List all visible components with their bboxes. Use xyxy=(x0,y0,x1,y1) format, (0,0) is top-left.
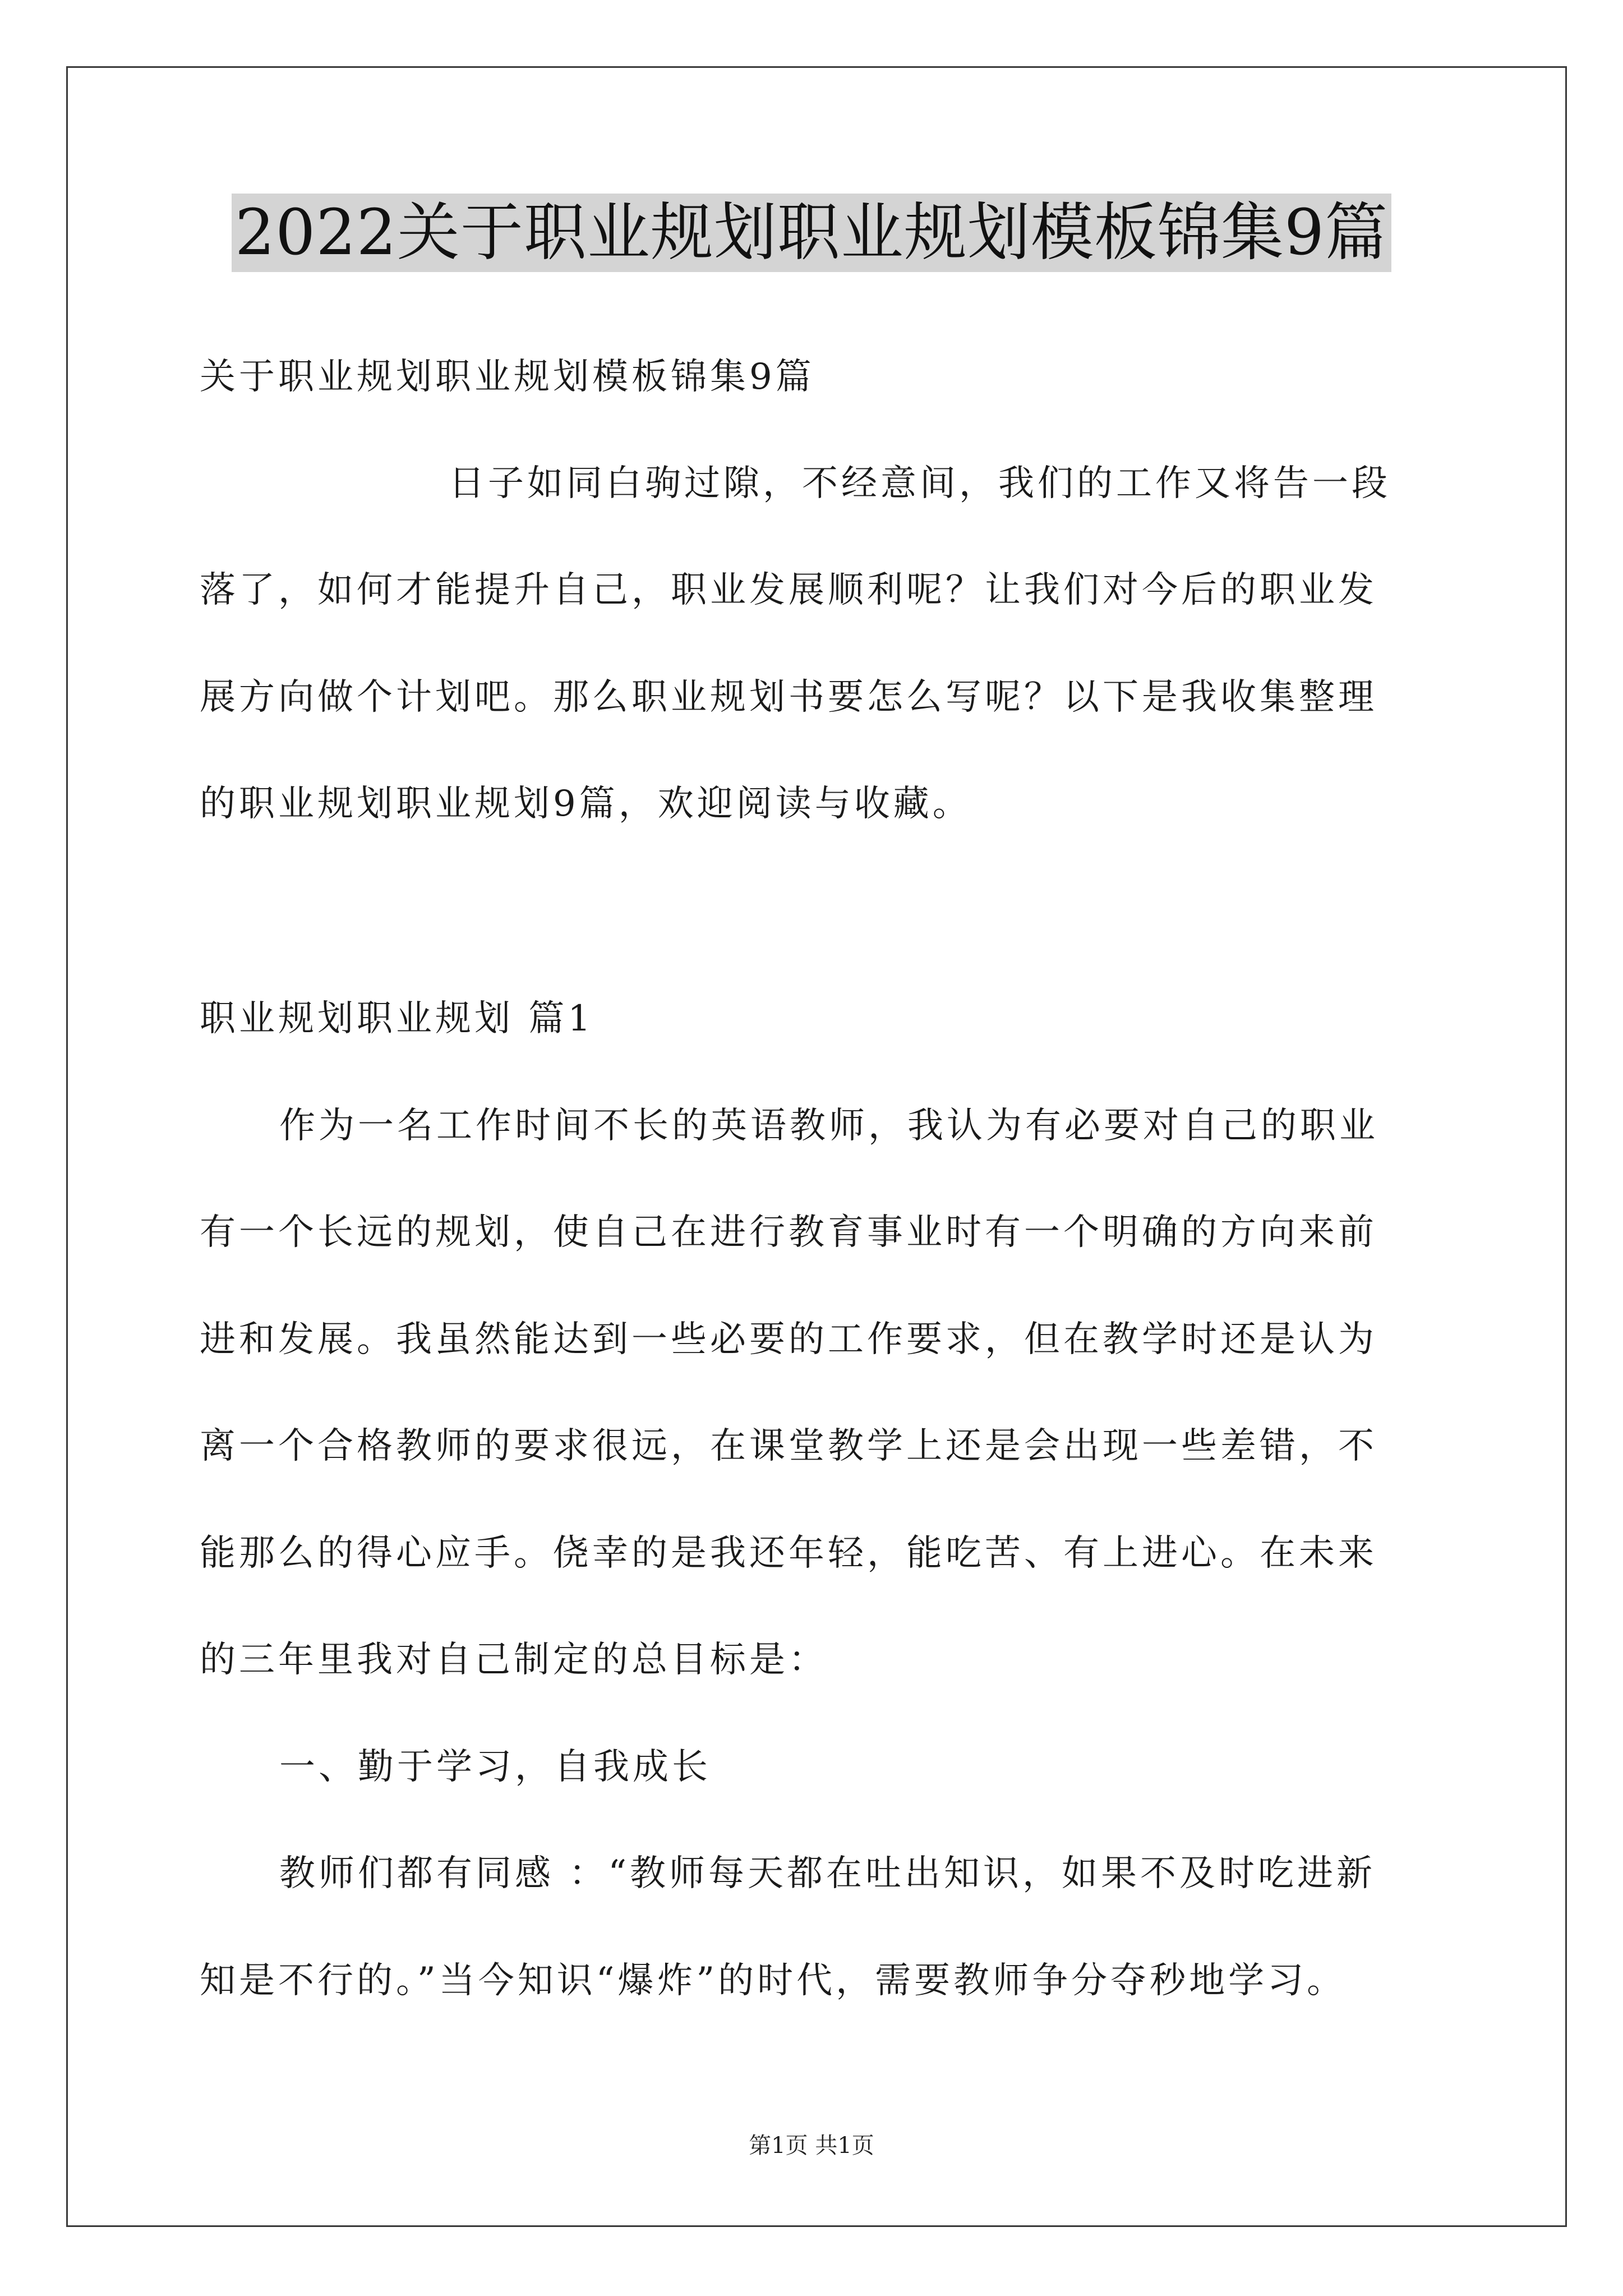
page-footer: 第1页 共1页 xyxy=(749,2133,874,2159)
para2-line-2: 知是不行的。”当今知识“爆炸”的时代，需要教师争分夺秒地学习。 xyxy=(200,1960,1347,2001)
para1-line-3: 进和发展。我虽然能达到一些必要的工作要求，但在教学时还是认为 xyxy=(200,1319,1377,1360)
para1-line-4: 离一个合格教师的要求很远，在课堂教学上还是会出现一些差错，不 xyxy=(200,1425,1377,1467)
document-subtitle: 关于职业规划职业规划模板锦集9篇 xyxy=(200,356,815,398)
section-heading: 职业规划职业规划 篇1 xyxy=(200,998,594,1039)
point-heading-1: 一、勤于学习，自我成长 xyxy=(279,1746,711,1788)
para1-line-2: 有一个长远的规划，使自己在进行教育事业时有一个明确的方向来前 xyxy=(200,1212,1377,1253)
para1-line-6: 的三年里我对自己制定的总目标是： xyxy=(200,1639,828,1681)
intro-line-3: 展方向做个计划吧。那么职业规划书要怎么写呢？以下是我收集整理 xyxy=(200,677,1377,718)
para2-line-1: 教师们都有同感 ：“教师每天都在吐出知识，如果不及时吃进新 xyxy=(279,1853,1376,1894)
para1-line-1: 作为一名工作时间不长的英语教师，我认为有必要对自己的职业 xyxy=(279,1105,1378,1147)
intro-line-4: 的职业规划职业规划9篇，欢迎阅读与收藏。 xyxy=(200,783,972,825)
title-container xyxy=(0,194,1623,272)
para1-line-5: 能那么的得心应手。侥幸的是我还年轻，能吃苦、有上进心。在未来 xyxy=(200,1533,1377,1574)
intro-line-2: 落了，如何才能提升自己，职业发展顺利呢？让我们对今后的职业发 xyxy=(200,569,1377,611)
intro-line-1: 日子如同白驹过隙，不经意间，我们的工作又将告一段 xyxy=(449,463,1391,504)
document-title: 2022关于职业规划职业规划模板锦集9篇 xyxy=(232,194,1391,272)
